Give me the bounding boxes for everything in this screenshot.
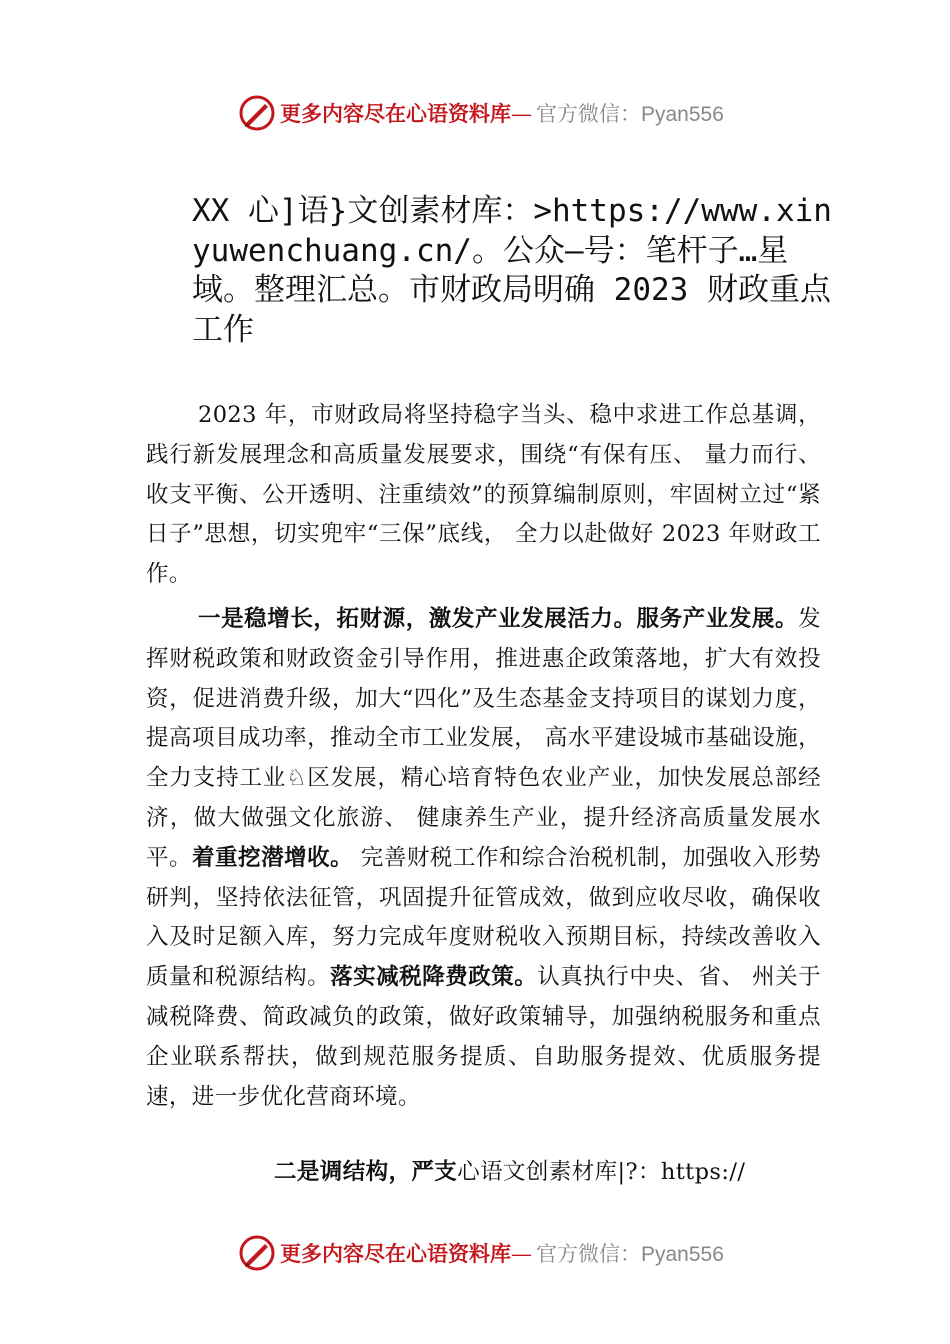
paragraph-text-2: 完善财税工作和综合治税机制，加强收入形势研判，坚持依法征管，巩固提升征管成效，做到应收尽收，确保收入及时足额入库，努力完成年度财税收入预期目标，持续改善收入质量和税源结构。	[146, 844, 821, 991]
banner-gray-text: 官方微信：Pyan556	[536, 103, 724, 126]
footer-banner	[0, 1232, 950, 1276]
header-banner	[0, 92, 950, 136]
banner-text	[280, 1240, 724, 1269]
bold-heading-4: 二是调结构，严支	[274, 1159, 458, 1185]
banner-red-text: 更多内容尽在心语资料库	[280, 1241, 511, 1266]
document-title: XX 心]语}文创素材库：>https://www.xinyuwenchuang.cn/。公众—号：笔杆子…星域。整理汇总。市财政局明确 2023 财政重点工作	[192, 193, 832, 348]
bold-heading-3: 落实减税降费政策。	[330, 964, 538, 991]
paragraph-intro: 2023 年，市财政局将坚持稳字当头、稳中求进工作总基调，践行新发展理念和高质量发展要求，围绕“有保有压、 量力而行、收支平衡、公开透明、注重绩效”的预算编制原则，牢固树立过“紧日子”思想，切实兜牢“三保”底线， 全力以赴做好 2023 年财政工作。	[146, 402, 821, 588]
pen-logo-icon	[238, 1234, 276, 1272]
bold-heading-2: 着重挖潜增收。	[192, 844, 354, 871]
pen-logo-icon	[238, 94, 276, 132]
paragraph-text-4: 心语文创素材库|?：https://	[457, 1159, 746, 1185]
paragraph-text-1: 发挥财税政策和财政资金引导作用，推进惠企政策落地，扩大有效投资，促进消费升级，加大“四化”及生态基金支持项目的谋划力度，提高项目成功率，推动全市工业发展， 高水平建设城市基础设施，全力支持工业♘区发展，精心培育特色农业产业，加快发展总部经济，做大做强文化旅游、 健康养生产业，提升经济高质量发展水平。	[146, 606, 821, 871]
banner-gray-text: 官方微信：Pyan556	[536, 1243, 724, 1266]
banner-text	[280, 100, 724, 129]
paragraph-one	[146, 600, 821, 1117]
banner-dash: —	[511, 1242, 532, 1266]
bold-heading-1: 一是稳增长，拓财源，激发产业发展活力。服务产业发展。	[198, 606, 799, 632]
paragraph-two	[146, 1153, 821, 1193]
banner-red-text: 更多内容尽在心语资料库	[280, 101, 511, 126]
paragraph-text-3: 认真执行中央、省、 州关于减税降费、简政减负的政策，做好政策辅导，加强纳税服务和重点企业联系帮扶，做到规范服务提质、自助服务提效、优质服务提速，进一步优化营商环境。	[146, 964, 821, 1110]
banner-dash: —	[511, 102, 532, 126]
